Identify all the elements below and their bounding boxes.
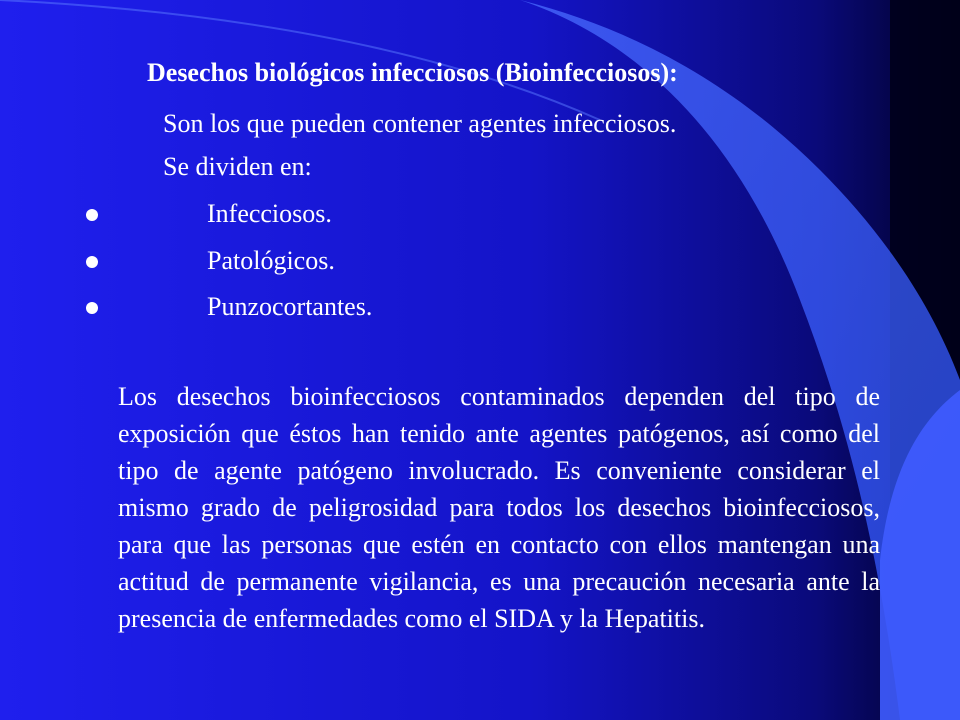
body-paragraph: Los desechos bioinfecciosos contaminados dependen del tipo de exposición que éstos han tenido ante agentes patógenos, así como del tipo de agente patógeno involucrado. Es conveniente considerar el mismo grado de peligrosidad para todos los desechos bioinfecciosos, para que las personas que estén en contacto con ellos mantengan una actitud de permanente vigilancia, es una precaución necesaria ante la presencia de enfermedades como el SIDA y la Hepatitis.: [118, 382, 880, 633]
bullet-label: Punzocortantes.: [207, 292, 373, 321]
bullet-item-infecciosos: [0, 197, 600, 231]
bullet-item-patologicos: [0, 244, 600, 278]
intro-line: Son los que pueden contener agentes infecciosos.: [163, 109, 677, 138]
bullet-label: Infecciosos.: [207, 199, 332, 228]
bullet-dot-icon: [86, 302, 98, 314]
intro-line: Se dividen en:: [163, 152, 312, 181]
bullet-label: Patológicos.: [207, 246, 335, 275]
bullet-item-punzocortantes: [0, 290, 600, 324]
bullet-dot-icon: [86, 209, 98, 221]
slide-heading: Desechos biológicos infecciosos (Bioinfecciosos):: [147, 58, 678, 87]
bullet-dot-icon: [86, 256, 98, 268]
